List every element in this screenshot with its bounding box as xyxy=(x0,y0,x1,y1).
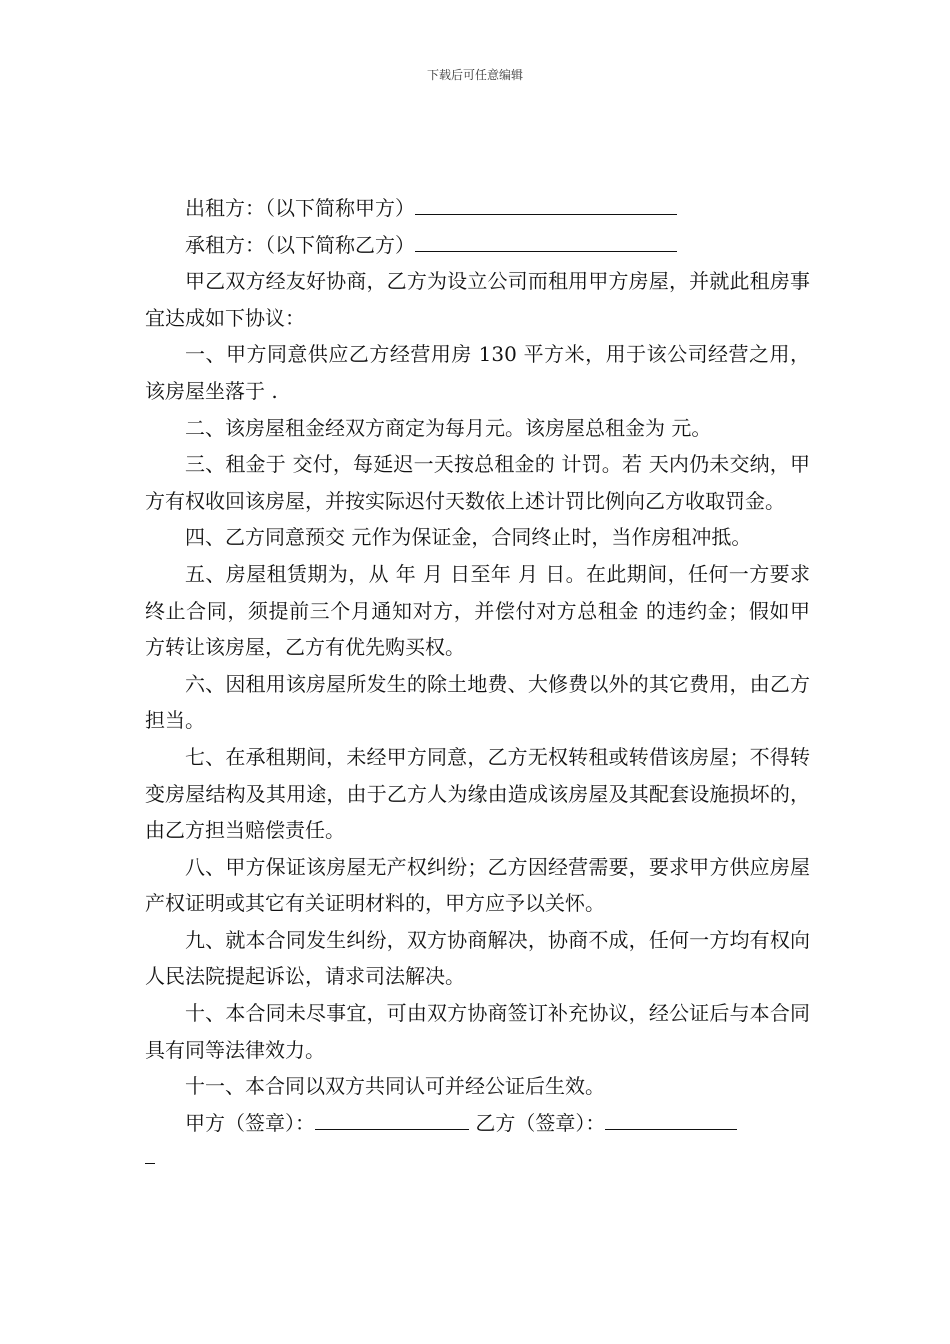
signature-blank-continuation xyxy=(145,1141,155,1164)
preamble-paragraph: 甲乙双方经友好协商，乙方为设立公司而租用甲方房屋，并就此租房事宜达成如下协议： xyxy=(145,269,810,330)
lessee-label: 承租方：（以下简称乙方） xyxy=(185,232,415,257)
clause-10: 十、本合同未尽事宜，可由双方协商签订补充协议，经公证后与本合同具有同等法律效力。 xyxy=(145,1001,810,1062)
header-note: 下载后可任意编辑 xyxy=(426,68,523,82)
clause-9: 九、就本合同发生纠纷，双方协商解决，协商不成，任何一方均有权向人民法院提起诉讼，请求司法解决。 xyxy=(145,927,810,989)
party-a-signature-label: 甲方（签章）： xyxy=(185,1110,315,1135)
lessor-label: 出租方：（以下简称甲方） xyxy=(185,196,415,220)
clause-1: 一、甲方同意供应乙方经营用房 130 平方米，用于该公司经营之用，该房屋坐落于 . xyxy=(145,342,810,403)
lessee-line xyxy=(145,227,810,264)
clause-8: 八、甲方保证该房屋无产权纠纷；乙方因经营需要，要求甲方供应房屋产权证明或其它有关证明材料的，甲方应予以关怀。 xyxy=(145,854,810,916)
signature-line xyxy=(145,1105,810,1142)
party-b-signature-label: 乙方（签章）： xyxy=(475,1110,606,1135)
clause-11: 十一、本合同以双方共同认可并经公证后生效。 xyxy=(185,1074,605,1099)
clause-3: 三、租金于 交付，每延迟一天按总租金的 计罚。若 天内仍未交纳，甲方有权收回该房屋，并按实际迟付天数依上述计罚比例向乙方收取罚金。 xyxy=(145,452,810,513)
clause-2: 二、该房屋租金经双方商定为每月元。该房屋总租金为 元。 xyxy=(185,415,712,440)
lessee-blank xyxy=(415,229,677,252)
party-a-signature-blank xyxy=(315,1107,469,1130)
clause-6: 六、因租用该房屋所发生的除土地费、大修费以外的其它费用，由乙方担当。 xyxy=(145,671,810,733)
contract-body xyxy=(145,190,810,1164)
clause-5: 五、房屋租赁期为，从 年 月 日至年 月 日。在此期间，任何一方要求终止合同，须提前三个月通知对方，并偿付对方总租金 的违约金；假如甲方转让该房屋，乙方有优先购买权。 xyxy=(145,561,810,660)
lessor-blank xyxy=(415,192,677,215)
clause-4: 四、乙方同意预交 元作为保证金，合同终止时，当作房租冲抵。 xyxy=(185,525,752,550)
party-b-signature-blank xyxy=(605,1107,737,1130)
lessor-line xyxy=(145,190,810,227)
clause-7: 七、在承租期间，未经甲方同意，乙方无权转租或转借该房屋；不得转变房屋结构及其用途，由于乙方人为缘由造成该房屋及其配套设施损坏的，由乙方担当赔偿责任。 xyxy=(145,744,810,843)
